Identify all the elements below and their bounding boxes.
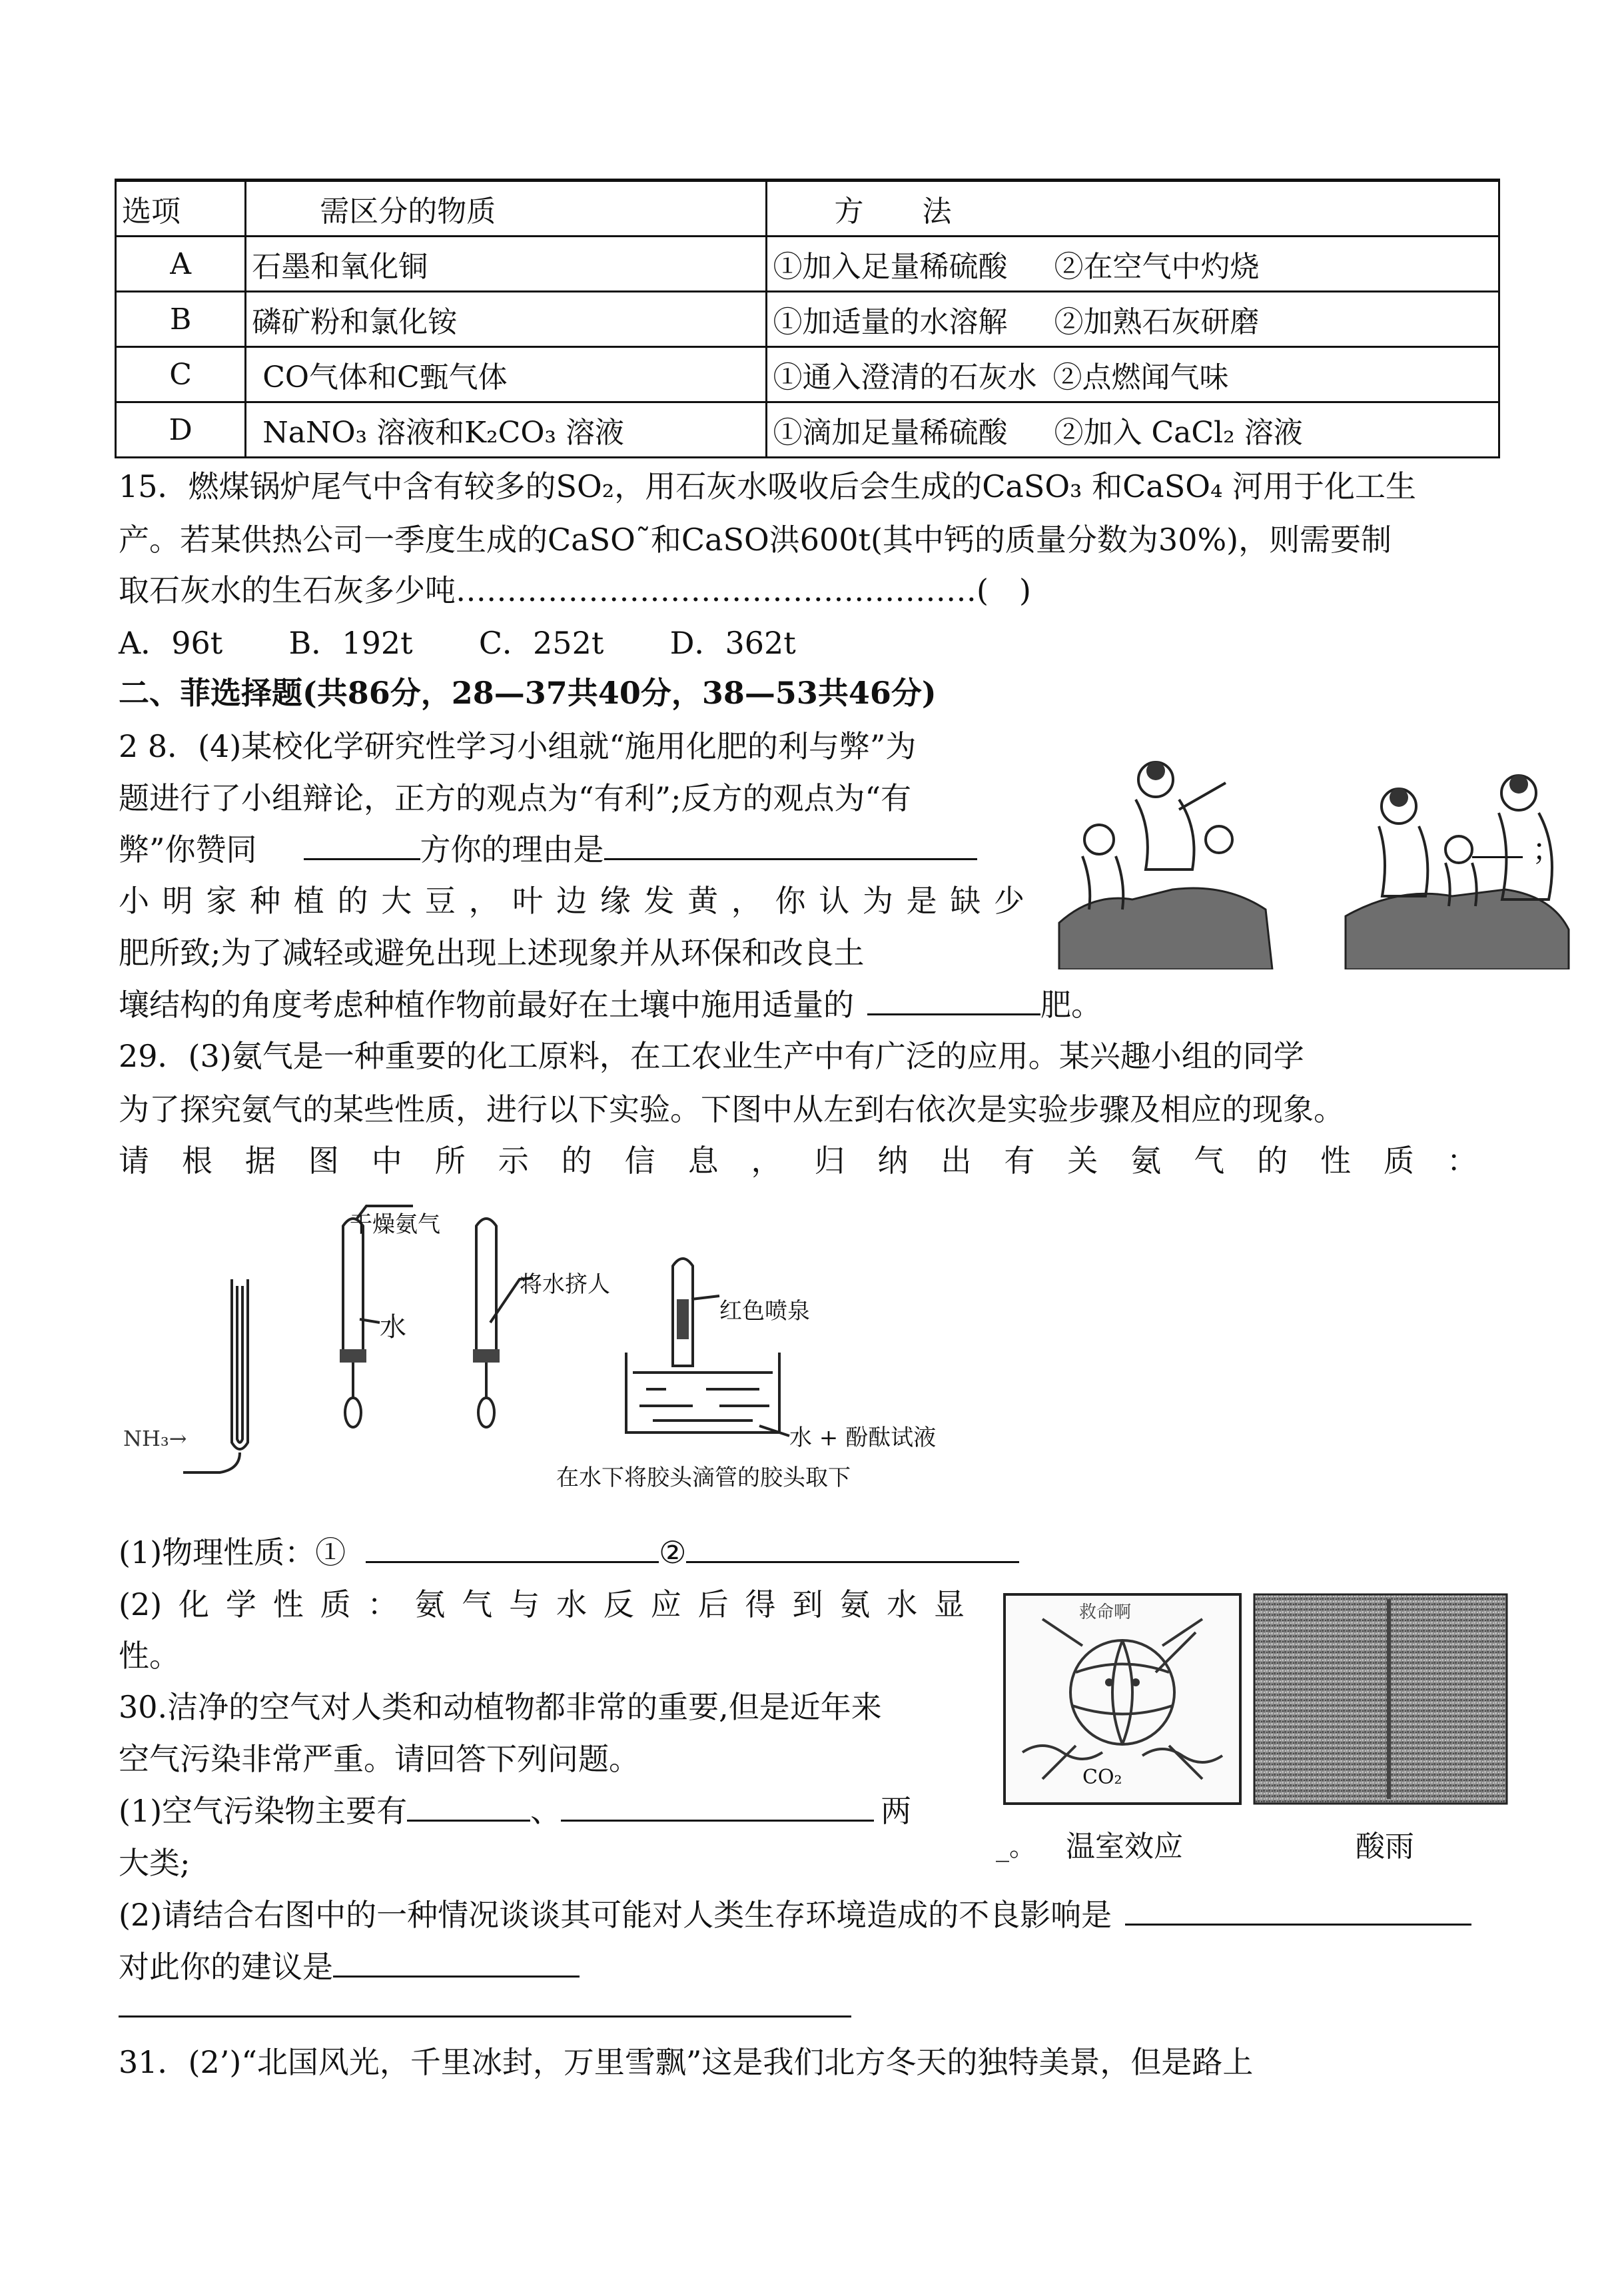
row-methods [767, 292, 1499, 347]
q29-physical-blank-1[interactable] [366, 1534, 659, 1563]
acid-rain-label: 酸雨 [1356, 1830, 1414, 1864]
table-row [116, 402, 1499, 458]
q15-options [119, 623, 796, 663]
section-separator [119, 2015, 851, 2017]
q28-line-3b: 方你的理由是 [420, 832, 604, 867]
q30-line-5 [119, 1895, 1471, 1935]
row-method-2: ②加熟石灰研磨 [1054, 305, 1260, 339]
q15-line-2: 产。若某供热公司一季度生成的CaSO˜和CaSO洪600t(其中钙的质量分数为30%)，则需要制 [119, 522, 1392, 558]
row-method-1: ①加适量的水溶解 [773, 305, 1008, 339]
row-method-1: ①加入足量稀硫酸 [773, 250, 1008, 284]
row-method-1: ①滴加足量稀硫酸 [773, 416, 1008, 450]
row-option: A [116, 237, 246, 292]
q28-line-6b: 肥。 [1040, 987, 1102, 1023]
options-table [115, 179, 1500, 458]
q30-line-5-text: (2)请结合右图中的一种情况谈谈其可能对人类生存环境造成的不良影响是 [119, 1897, 1112, 1933]
row-option: C [116, 347, 246, 402]
q28-line-1: 2 8．(4)某校化学研究性学习小组就“施用化肥的利与弊”为 [119, 728, 917, 764]
debate-illustration [1052, 756, 1572, 969]
q31-line-1: 31．(2’)“北国风光，千里冰封，万里雪飘”这是我们北方冬天的独特美景，但是路上 [119, 2044, 1254, 2080]
q28-line-6a: 壤结构的角度考虑种植作物前最好在土壤中施用适量的 [119, 987, 854, 1023]
row-methods [767, 347, 1499, 402]
q28-line-3 [119, 830, 977, 869]
q30-line-2: 空气污染非常严重。请回答下列问题。 [119, 1741, 639, 1777]
q30-line-6-text: 对此你的建议是 [119, 1949, 333, 1985]
row-substances: 磷矿粉和氯化铵 [246, 292, 767, 347]
q30-line-3a: (1)空气污染物主要有 [119, 1793, 408, 1829]
q15-option-d: D．362t [669, 625, 796, 661]
q28-line-5: 肥所致;为了减轻或避免出现上述现象并从环保和改良土 [119, 935, 865, 971]
row-methods [767, 237, 1499, 292]
q30-line-3c: 两 [881, 1793, 912, 1829]
q30-pollutant-blank-1[interactable] [407, 1793, 530, 1822]
q29-line-3: 请根据图中所示的信息，归纳出有关氨气的性质： [119, 1143, 1477, 1179]
greenhouse-label: 温室效应 [1066, 1830, 1183, 1864]
header-option: 选项 [116, 181, 246, 237]
q30-line-6 [119, 1947, 580, 1987]
row-methods [767, 402, 1499, 458]
label-water: 水 [380, 1312, 406, 1343]
row-method-2: ②在空气中灼烧 [1054, 250, 1260, 284]
q30-line-1: 30.洁净的空气对人类和动植物都非常的重要,但是近年来 [119, 1689, 882, 1725]
table-row [116, 292, 1499, 347]
greenhouse-effect-image [1003, 1592, 1242, 1806]
row-method-2: ②点燃闻气味 [1052, 360, 1229, 394]
label-dry-ammonia: 干燥氨气 [350, 1211, 440, 1238]
q30-line-3b: 、 [530, 1793, 562, 1829]
q15-line-1: 15．燃煤锅炉尾气中含有较多的SO₂，用石灰水吸收后会生成的CaSO₃ 和CaSO₄ 河用于化工生 [119, 468, 1417, 504]
q15-option-a: A．96t [119, 625, 223, 661]
row-substances: NaNO₃ 溶液和K₂CO₃ 溶液 [246, 402, 767, 458]
q28-line-6 [119, 985, 1102, 1025]
figure-caption: 在水下将胶头滴管的胶头取下 [556, 1464, 851, 1491]
row-method-2: ②加入 CaCl₂ 溶液 [1054, 416, 1303, 450]
label-nh3: NH₃→ [123, 1426, 187, 1451]
row-method-1: ①通入澄清的石灰水 [773, 360, 1037, 394]
table-row [116, 347, 1499, 402]
q30-line-3 [119, 1791, 911, 1831]
label-inject-water: 将水挤人 [520, 1271, 610, 1298]
q15-option-b: B．192t [288, 625, 413, 661]
q29-line-2: 为了探究氨气的某些性质，进行以下实验。下图中从左到右依次是实验步骤及相应的现象。 [119, 1091, 1344, 1127]
q28-line-3c: ； [1532, 832, 1563, 867]
section-2-heading: 二、菲选择题(共86分，28—37共40分，38—53共46分) [119, 675, 937, 711]
table-row [116, 237, 1499, 292]
q15-option-c: C．252t [478, 625, 604, 661]
co2-label: CO₂ [1082, 1766, 1122, 1789]
svg-text:救命啊: 救命啊 [1079, 1602, 1132, 1622]
q28-line-3a: 弊”你赞同 [119, 832, 257, 867]
q29-p2b: 性。 [119, 1638, 180, 1674]
acid-rain-image [1252, 1592, 1509, 1806]
q30-line-4: 大类; [119, 1845, 191, 1881]
q29-line-1: 29．(3)氨气是一种重要的化工原料，在工农业生产中有广泛的应用。某兴趣小组的同学 [119, 1038, 1304, 1074]
q28-line-2: 题进行了小组辩论，正方的观点为“有利”;反方的观点为“有 [119, 780, 912, 816]
label-phenolphthalein: 水 + 酚酞试液 [789, 1425, 937, 1451]
q29-p2a: (2)化学性质：氨气与水反应后得到氨水显 [119, 1586, 965, 1622]
q28-side-blank[interactable] [304, 832, 420, 860]
q30-suggestion-blank[interactable] [333, 1949, 580, 1978]
row-substances: CO气体和C甄气体 [246, 347, 767, 402]
q29-p1b: ② [659, 1534, 687, 1570]
header-substances: 需区分的物质 [246, 181, 767, 237]
row-option: B [116, 292, 246, 347]
q30-pollutant-blank-2[interactable] [561, 1793, 874, 1822]
q28-reason-blank[interactable] [604, 832, 977, 860]
label-red-fountain: 红色喷泉 [719, 1298, 810, 1325]
greenhouse-mark: _。 [996, 1832, 1036, 1862]
row-option: D [116, 402, 246, 458]
row-substances: 石墨和氧化铜 [246, 237, 767, 292]
q30-impact-blank[interactable] [1125, 1897, 1471, 1926]
q29-physical-blank-2[interactable] [686, 1534, 1019, 1563]
q28-line-4: 小明家种植的大豆，叶边缘发黄，你认为是缺少 [119, 883, 1024, 919]
q28-fertilizer-blank[interactable] [867, 987, 1040, 1015]
q29-p1a: (1)物理性质：① [119, 1534, 346, 1570]
header-method: 方 法 [767, 181, 1499, 237]
q29-physical [119, 1532, 1019, 1572]
table-header-row [116, 181, 1499, 237]
q15-line-3: 取石灰水的生石灰多少吨……………………………………………( ) [119, 572, 1031, 608]
